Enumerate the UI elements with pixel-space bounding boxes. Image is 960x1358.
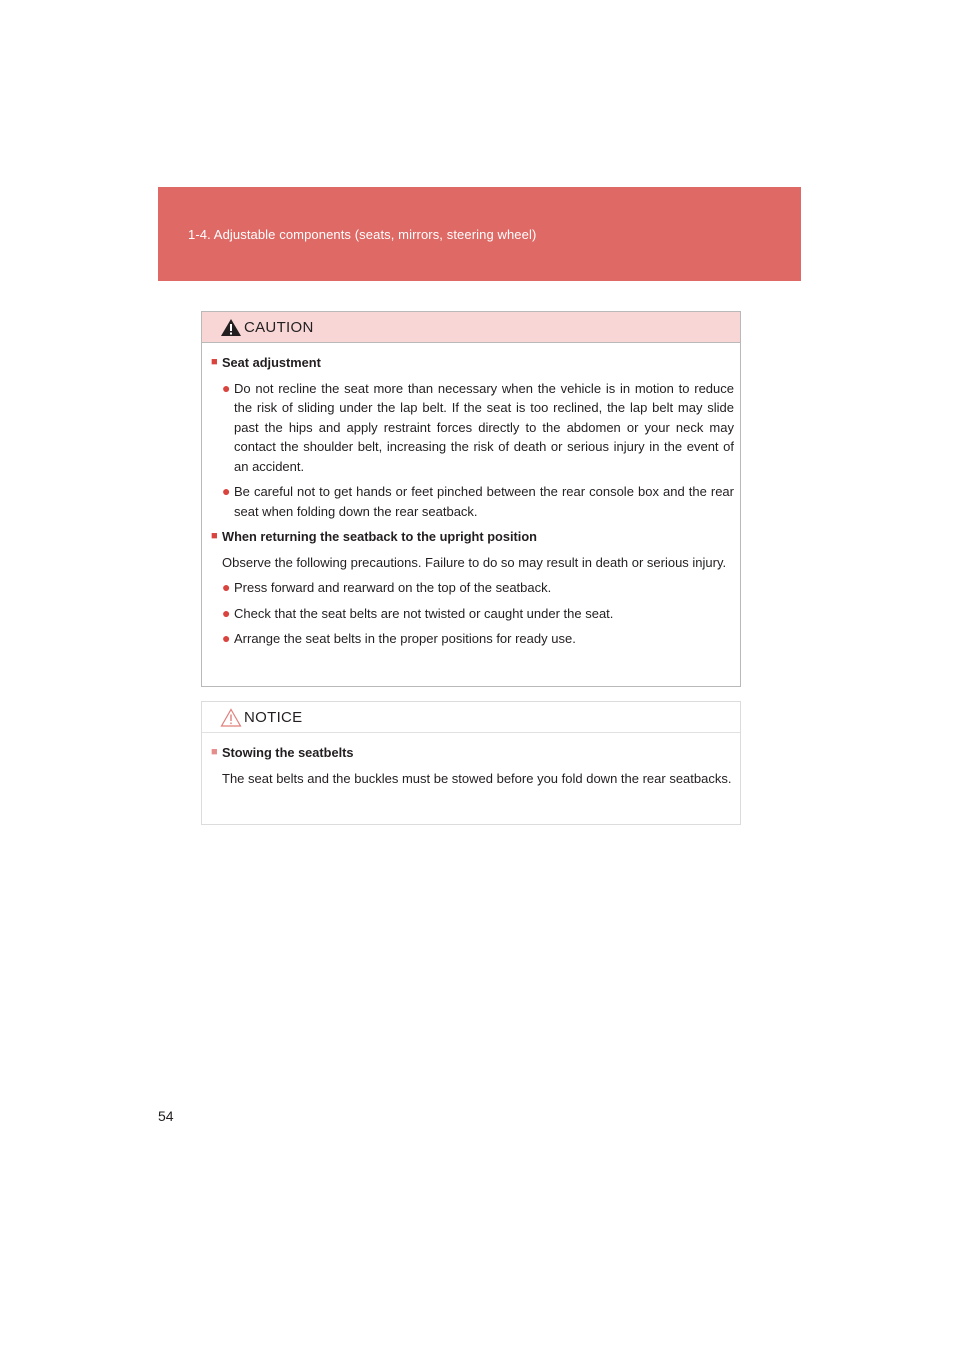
caution-box: [201, 311, 741, 687]
bullet-icon: ●: [222, 483, 231, 499]
bullet-icon: ●: [222, 604, 231, 621]
notice-title: NOTICE: [244, 709, 303, 726]
square-bullet-icon: ■: [211, 530, 218, 542]
square-bullet-icon: ■: [211, 356, 218, 368]
caution-body: [202, 343, 740, 649]
notice-header: [202, 702, 740, 733]
caution-title: CAUTION: [244, 319, 314, 336]
notice-box: [201, 701, 741, 825]
section-intro: Observe the following precautions. Failure to do so may result in death or serious injury.: [222, 554, 727, 570]
section-heading: ■ Seat adjustment: [212, 353, 734, 373]
section-heading: ■ Stowing the seatbelts: [212, 743, 734, 763]
notice-body: [202, 733, 740, 788]
caution-header: [202, 312, 740, 343]
warning-triangle-icon: [220, 318, 242, 337]
section-heading: ■ When returning the seatback to the upright position: [212, 527, 734, 547]
bullet-icon: ●: [222, 630, 231, 646]
chapter-header: [158, 187, 801, 281]
page-number: 54: [158, 1108, 174, 1124]
list-item: ● Do not recline the seat more than necessary when the vehicle is in motion to reduce the risk of sliding under the lap belt. If the seat is too reclined, the lap belt may slide past the hips and apply restraint forces directly to the abdomen or your neck may contact the shoulder belt, increasing the risk of death or serious injury in the event of an accident.: [222, 379, 734, 474]
chapter-title: 1-4. Adjustable components (seats, mirrors, steering wheel): [188, 227, 537, 242]
square-bullet-icon: ■: [211, 746, 218, 758]
notice-text: The seat belts and the buckles must be stowed before you fold down the rear seatbacks.: [222, 770, 732, 786]
bullet-icon: ●: [222, 379, 231, 396]
bullet-icon: ●: [222, 579, 231, 595]
list-item: ● Press forward and rearward on the top of the seatback.: [212, 578, 734, 598]
warning-triangle-outline-icon: [220, 708, 242, 727]
list-item: ● Check that the seat belts are not twisted or caught under the seat.: [212, 604, 734, 624]
list-item: ● Be careful not to get hands or feet pinched between the rear console box and the rear seat when folding down the rear seatback.: [222, 483, 734, 519]
list-item: ● Arrange the seat belts in the proper positions for ready use.: [212, 629, 734, 649]
